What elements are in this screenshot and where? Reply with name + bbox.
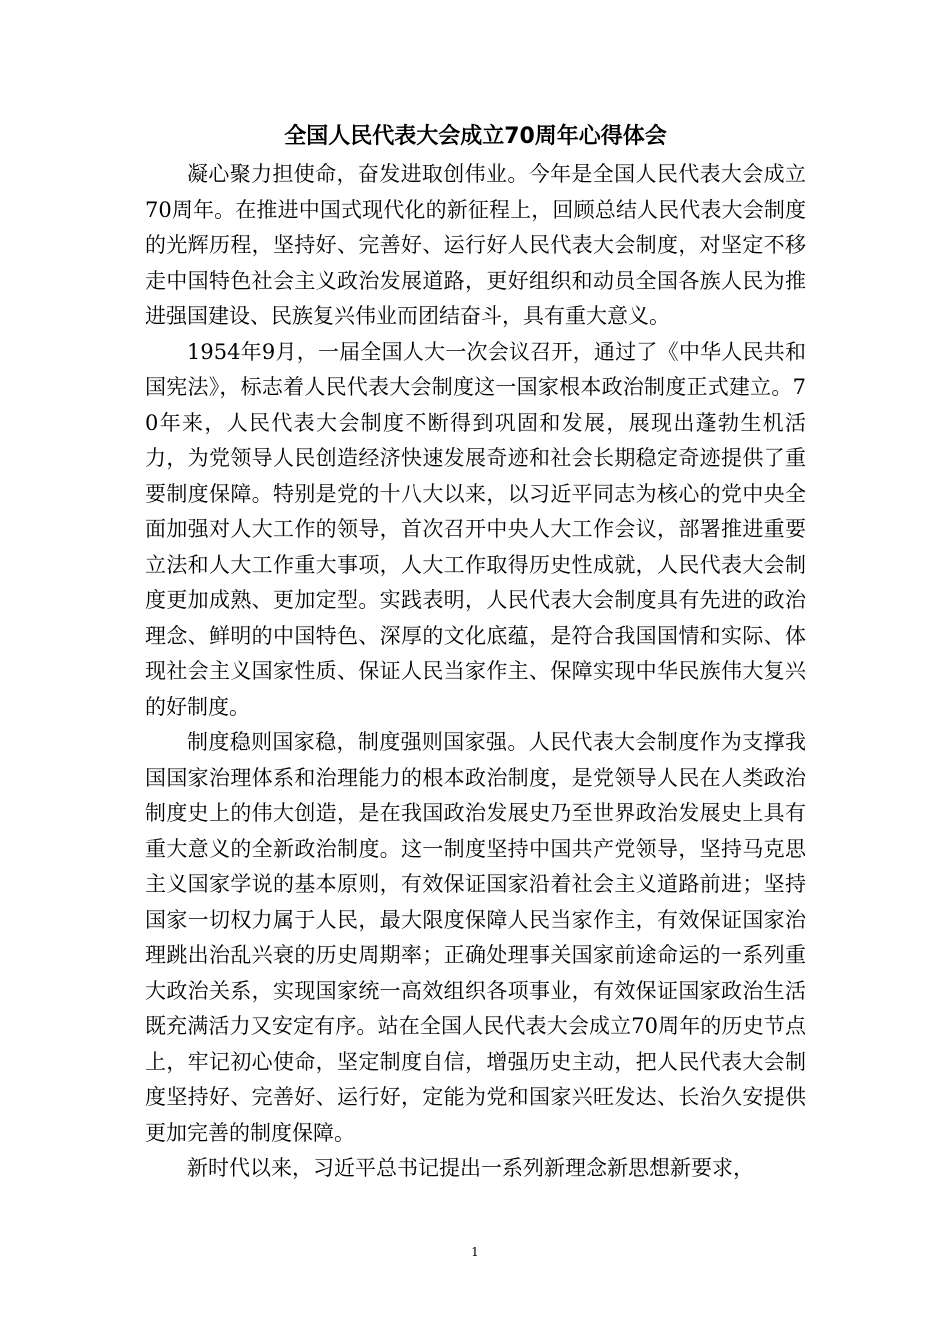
paragraph-3: 制度稳则国家稳，制度强则国家强。人民代表大会制度作为支撑我国国家治理体系和治理能力的根本政治制度，是党领导人民在人类政治制度史上的伟大创造，是在我国政治发展史乃至世界政治发展史上具有重大意义的全新政治制度。这一制度坚持中国共产党领导，坚持马克思主义国家学说的基本原则，有效保证国家沿着社会主义道路前进；坚持国家一切权力属于人民，最大限度保障人民当家作主，有效保证国家治理跳出治乱兴衰的历史周期率；正确处理事关国家前途命运的一系列重大政治关系，实现国家统一高效组织各项事业，有效保证国家政治生活既充满活力又安定有序。站在全国人民代表大会成立70周年的历史节点上，牢记初心使命，坚定制度自信，增强历史主动，把人民代表大会制度坚持好、完善好、运行好，定能为党和国家兴旺发达、长治久安提供更加完善的制度保障。: [145, 730, 806, 1145]
document-body: [145, 157, 806, 1187]
document-title: 全国人民代表大会成立70周年心得体会: [284, 124, 667, 149]
paragraph-1: 凝心聚力担使命，奋发进取创伟业。今年是全国人民代表大会成立70周年。在推进中国式现代化的新征程上，回顾总结人民代表大会制度的光辉历程，坚持好、完善好、运行好人民代表大会制度，对坚定不移走中国特色社会主义政治发展道路，更好组织和动员全国各族人民为推进强国建设、民族复兴伟业而团结奋斗，具有重大意义。: [145, 162, 806, 328]
page-number: 1: [471, 1245, 479, 1259]
paragraph-4: 新时代以来，习近平总书记提出一系列新理念新思想新要求，: [187, 1156, 754, 1180]
paragraph-2: 1954年9月，一届全国人大一次会议召开，通过了《中华人民共和国宪法》，标志着人民代表大会制度这一国家根本政治制度正式建立。70年来，人民代表大会制度不断得到巩固和发展，展现出蓬勃生机活力，为党领导人民创造经济快速发展奇迹和社会长期稳定奇迹提供了重要制度保障。特别是党的十八大以来，以习近平同志为核心的党中央全面加强对人大工作的领导，首次召开中央人大工作会议，部署推进重要立法和人大工作重大事项，人大工作取得历史性成就，人民代表大会制度更加成熟、更加定型。实践表明，人民代表大会制度具有先进的政治理念、鲜明的中国特色、深厚的文化底蕴，是符合我国国情和实际、体现社会主义国家性质、保证人民当家作主、保障实现中华民族伟大复兴的好制度。: [145, 339, 806, 719]
